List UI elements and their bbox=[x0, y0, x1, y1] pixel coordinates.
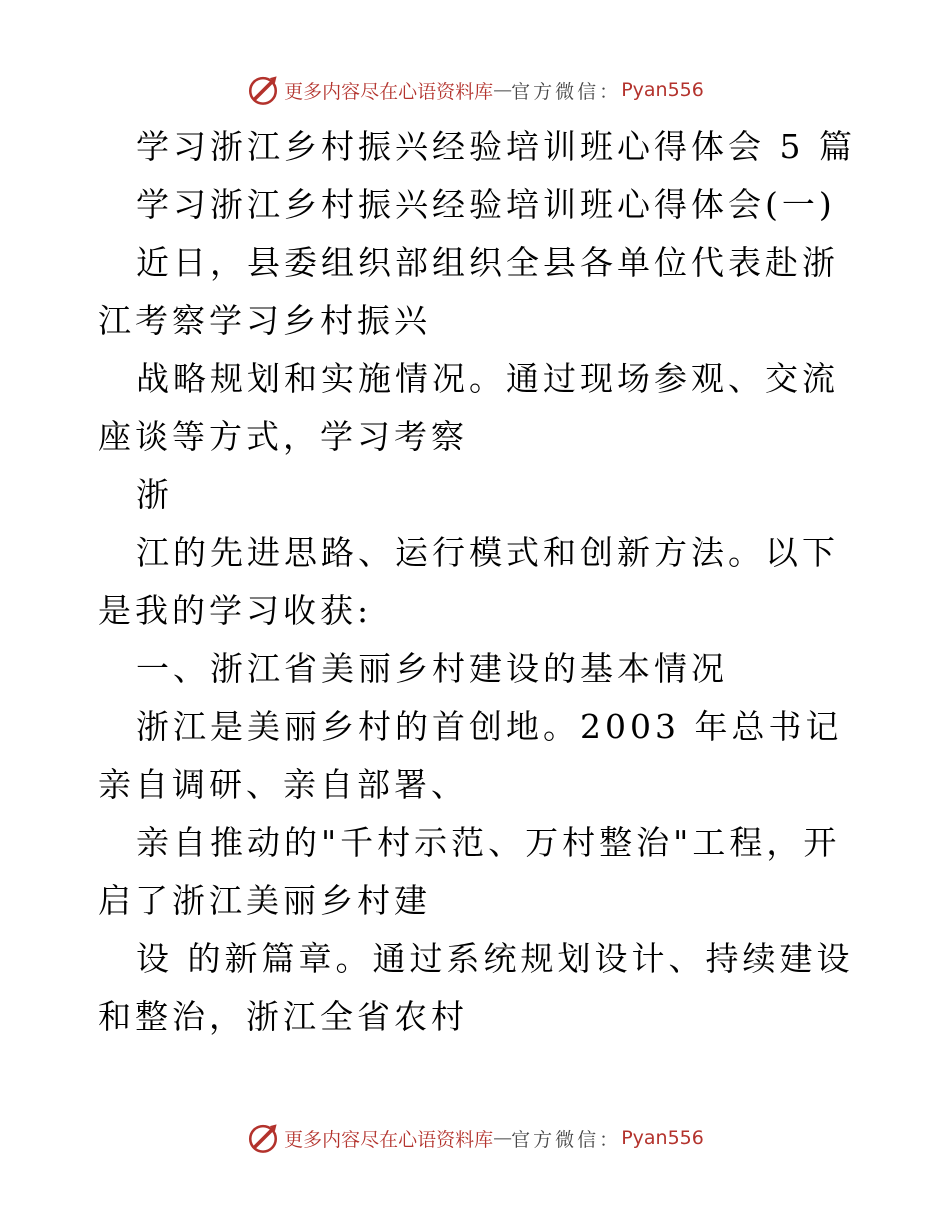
paragraph: 亲自推动的"千村示范、万村整治"工程，开启了浙江美丽乡村建 bbox=[98, 823, 841, 920]
banner-separator: — bbox=[493, 1127, 512, 1149]
paragraph: 浙江是美丽乡村的首创地。2003 年总书记亲自调研、亲自部署、 bbox=[98, 707, 843, 804]
footer-banner bbox=[0, 1118, 950, 1158]
banner-text: 更多内容尽在心语资料库 bbox=[284, 1128, 494, 1151]
banner-text: 更多内容尽在心语资料库 bbox=[284, 80, 494, 103]
paragraph: 近日，县委组织部组织全县各单位代表赴浙江考察学习乡村振兴 bbox=[98, 243, 839, 340]
banner-wechat-label: 官方微信： bbox=[511, 80, 622, 103]
brand-logo-icon bbox=[246, 1121, 280, 1155]
section-heading: 一、浙江省美丽乡村建设的基本情况 bbox=[136, 649, 728, 688]
document-title: 学习浙江乡村振兴经验培训班心得体会 5 篇 bbox=[136, 127, 856, 166]
document-body bbox=[98, 118, 858, 1046]
banner-separator: — bbox=[493, 79, 512, 101]
banner-wechat-id: Pyan556 bbox=[621, 79, 704, 101]
paragraph: 江的先进思路、运行模式和创新方法。以下是我的学习收获: bbox=[98, 533, 839, 630]
paragraph: 学习浙江乡村振兴经验培训班心得体会(一) bbox=[136, 185, 836, 224]
banner-wechat-label: 官方微信： bbox=[511, 1128, 622, 1151]
brand-logo-icon bbox=[246, 73, 280, 107]
paragraph: 设 的新篇章。通过系统规划设计、持续建设和整治，浙江全省农村 bbox=[98, 939, 854, 1036]
header-banner bbox=[0, 70, 950, 110]
paragraph: 浙 bbox=[136, 475, 173, 514]
banner-wechat-id: Pyan556 bbox=[621, 1127, 704, 1149]
paragraph: 战略规划和实施情况。通过现场参观、交流座谈等方式，学习考察 bbox=[98, 359, 839, 456]
